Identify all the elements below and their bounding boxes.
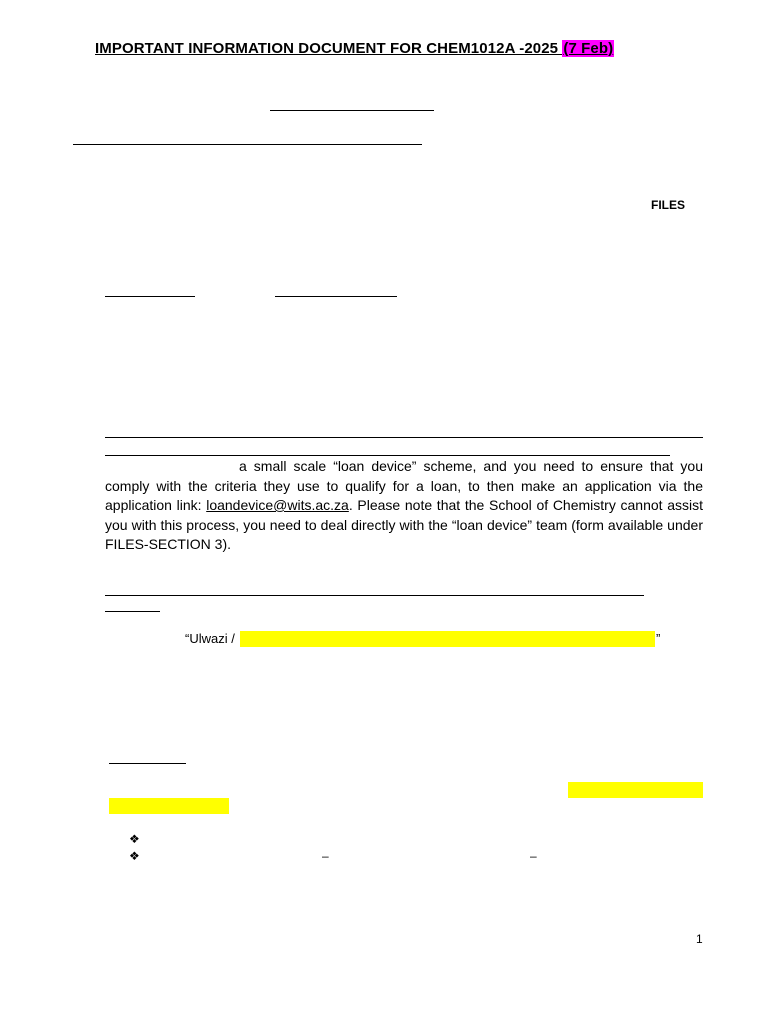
- underline-rule: [105, 595, 644, 596]
- ulwazi-suffix: ”: [656, 631, 661, 646]
- files-label: FILES: [651, 198, 686, 212]
- paragraph-text-end: . Please note that the School of Chemistry cannot assist you with this process, you need to deal directly with the “loan device” team (form available under FILES-SECTION 3).: [105, 497, 703, 552]
- en-dash: –: [530, 849, 537, 863]
- underline-rule: [109, 763, 186, 764]
- page-number: 1: [696, 932, 703, 946]
- underline-rule: [105, 611, 160, 612]
- title-text: IMPORTANT INFORMATION DOCUMENT FOR CHEM1012A -2025: [95, 40, 563, 57]
- underline-rule: [105, 437, 703, 438]
- paragraph-text-start: a small scale “loan device” scheme, and you need to ensure that you comply with the criteria they use to qualify for a loan, to then make an application via the application link:: [105, 458, 703, 513]
- yellow-highlight-bar: [568, 782, 703, 798]
- underline-rule: [105, 455, 670, 456]
- ulwazi-line: [185, 631, 235, 646]
- loan-device-email-link[interactable]: loandevice@wits.ac.za: [206, 497, 349, 513]
- underline-rule: [105, 296, 195, 297]
- yellow-highlight-bar: [109, 798, 229, 814]
- bullet-diamond-icon: ❖: [129, 832, 140, 846]
- underline-rule: [270, 110, 434, 111]
- underline-rule: [73, 144, 422, 145]
- en-dash: –: [322, 849, 329, 863]
- title-date-highlight: (7 Feb): [563, 40, 614, 57]
- underline-rule: [275, 296, 397, 297]
- loan-device-paragraph: [105, 457, 703, 555]
- document-title: [95, 40, 614, 57]
- bullet-diamond-icon: ❖: [129, 849, 140, 863]
- yellow-highlight-bar: [240, 631, 655, 647]
- ulwazi-prefix: “Ulwazi /: [185, 631, 235, 646]
